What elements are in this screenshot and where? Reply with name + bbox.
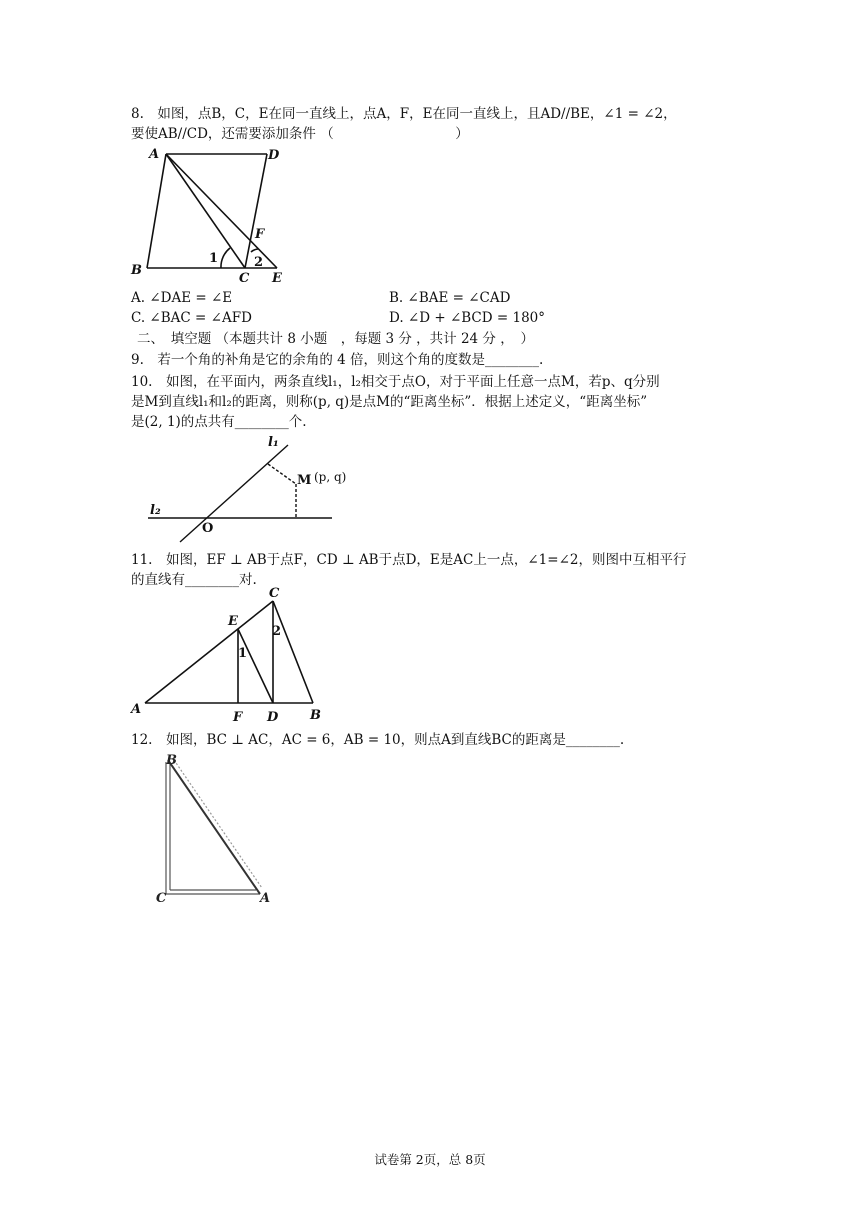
segment-DC <box>245 154 267 268</box>
label-B: B <box>131 263 142 278</box>
label-E: E <box>228 614 238 629</box>
q10-figure <box>140 432 370 547</box>
label-D: D <box>268 148 280 163</box>
label-B: B <box>310 708 321 723</box>
q11-figure <box>125 585 335 725</box>
label-F: F <box>233 710 243 725</box>
label-A: A <box>131 702 142 717</box>
segment-AE <box>166 154 277 268</box>
page-footer: 试卷第 2页，总 8页 <box>374 1152 486 1167</box>
q12-figure <box>150 752 280 912</box>
q10-text-line1: 10. 如图，在平面内，两条直线l₁，l₂相交于点O，对于平面上任意一点M，若p、q分别 <box>131 374 660 390</box>
label-F: F <box>255 227 265 242</box>
segment-AC <box>145 601 273 703</box>
q8-option-b[interactable]: B. ∠BAE = ∠CAD <box>389 290 511 306</box>
segment-CB <box>273 601 313 703</box>
label-E: E <box>272 271 282 286</box>
q10-text-line3: 是(2, 1)的点共有________个. <box>131 414 307 430</box>
q8-option-c[interactable]: C. ∠BAC = ∠AFD <box>131 310 252 326</box>
label-A: A <box>260 891 271 906</box>
label-angle-1: 1 <box>238 646 248 661</box>
segment-BA <box>168 760 260 894</box>
section-heading: 二、 填空题 （本题共计 8 小题 ，每题 3 分 ，共计 24 分 ， ） <box>137 331 534 347</box>
angle-2-arc <box>251 249 258 252</box>
segment-AC <box>166 154 245 268</box>
label-D: D <box>267 710 279 725</box>
q11-text-line2: 的直线有________对. <box>131 572 257 588</box>
label-C: C <box>239 271 250 286</box>
segment-AB <box>147 154 166 268</box>
perpendicular-to-l1 <box>268 464 296 484</box>
label-l1: l₁ <box>268 435 279 450</box>
label-C: C <box>156 891 167 906</box>
segment-ED <box>238 629 273 703</box>
label-pq: (p, q) <box>314 470 347 484</box>
label-angle-2: 2 <box>272 624 282 639</box>
line-l1 <box>180 445 288 542</box>
label-angle-2: 2 <box>254 255 264 270</box>
label-B: B <box>166 753 177 768</box>
label-l2: l₂ <box>150 503 161 518</box>
label-A: A <box>149 147 160 162</box>
q8-option-a[interactable]: A. ∠DAE = ∠E <box>131 290 233 306</box>
q10-text-line2: 是M到直线l₁和l₂的距离，则称(p, q)是点M的“距离坐标”．根据上述定义，“距离坐标” <box>131 394 648 410</box>
angle-1-arc <box>221 248 230 268</box>
label-angle-1: 1 <box>209 251 219 266</box>
q12-text: 12. 如图，BC ⊥ AC，AC = 6，AB = 10，则点A到直线BC的距离是________. <box>131 732 625 748</box>
q9-text: 9. 若一个角的补角是它的余角的 4 倍，则这个角的度数是________. <box>131 352 544 368</box>
q8-text-line1: 8. 如图，点B，C，E在同一直线上，点A，F，E在同一直线上，且AD//BE，∠1 = ∠2， <box>131 106 677 122</box>
q8-text-line2: 要使AB//CD，还需要添加条件 （ ） <box>131 126 469 142</box>
label-M: M <box>297 473 312 488</box>
label-C: C <box>269 586 280 601</box>
label-O: O <box>202 521 214 536</box>
q11-text-line1: 11. 如图，EF ⊥ AB于点F，CD ⊥ AB于点D，E是AC上一点，∠1=∠2，则图中互相平行 <box>131 552 687 568</box>
q8-option-d[interactable]: D. ∠D + ∠BCD = 180° <box>389 310 546 326</box>
q8-figure <box>125 142 295 287</box>
